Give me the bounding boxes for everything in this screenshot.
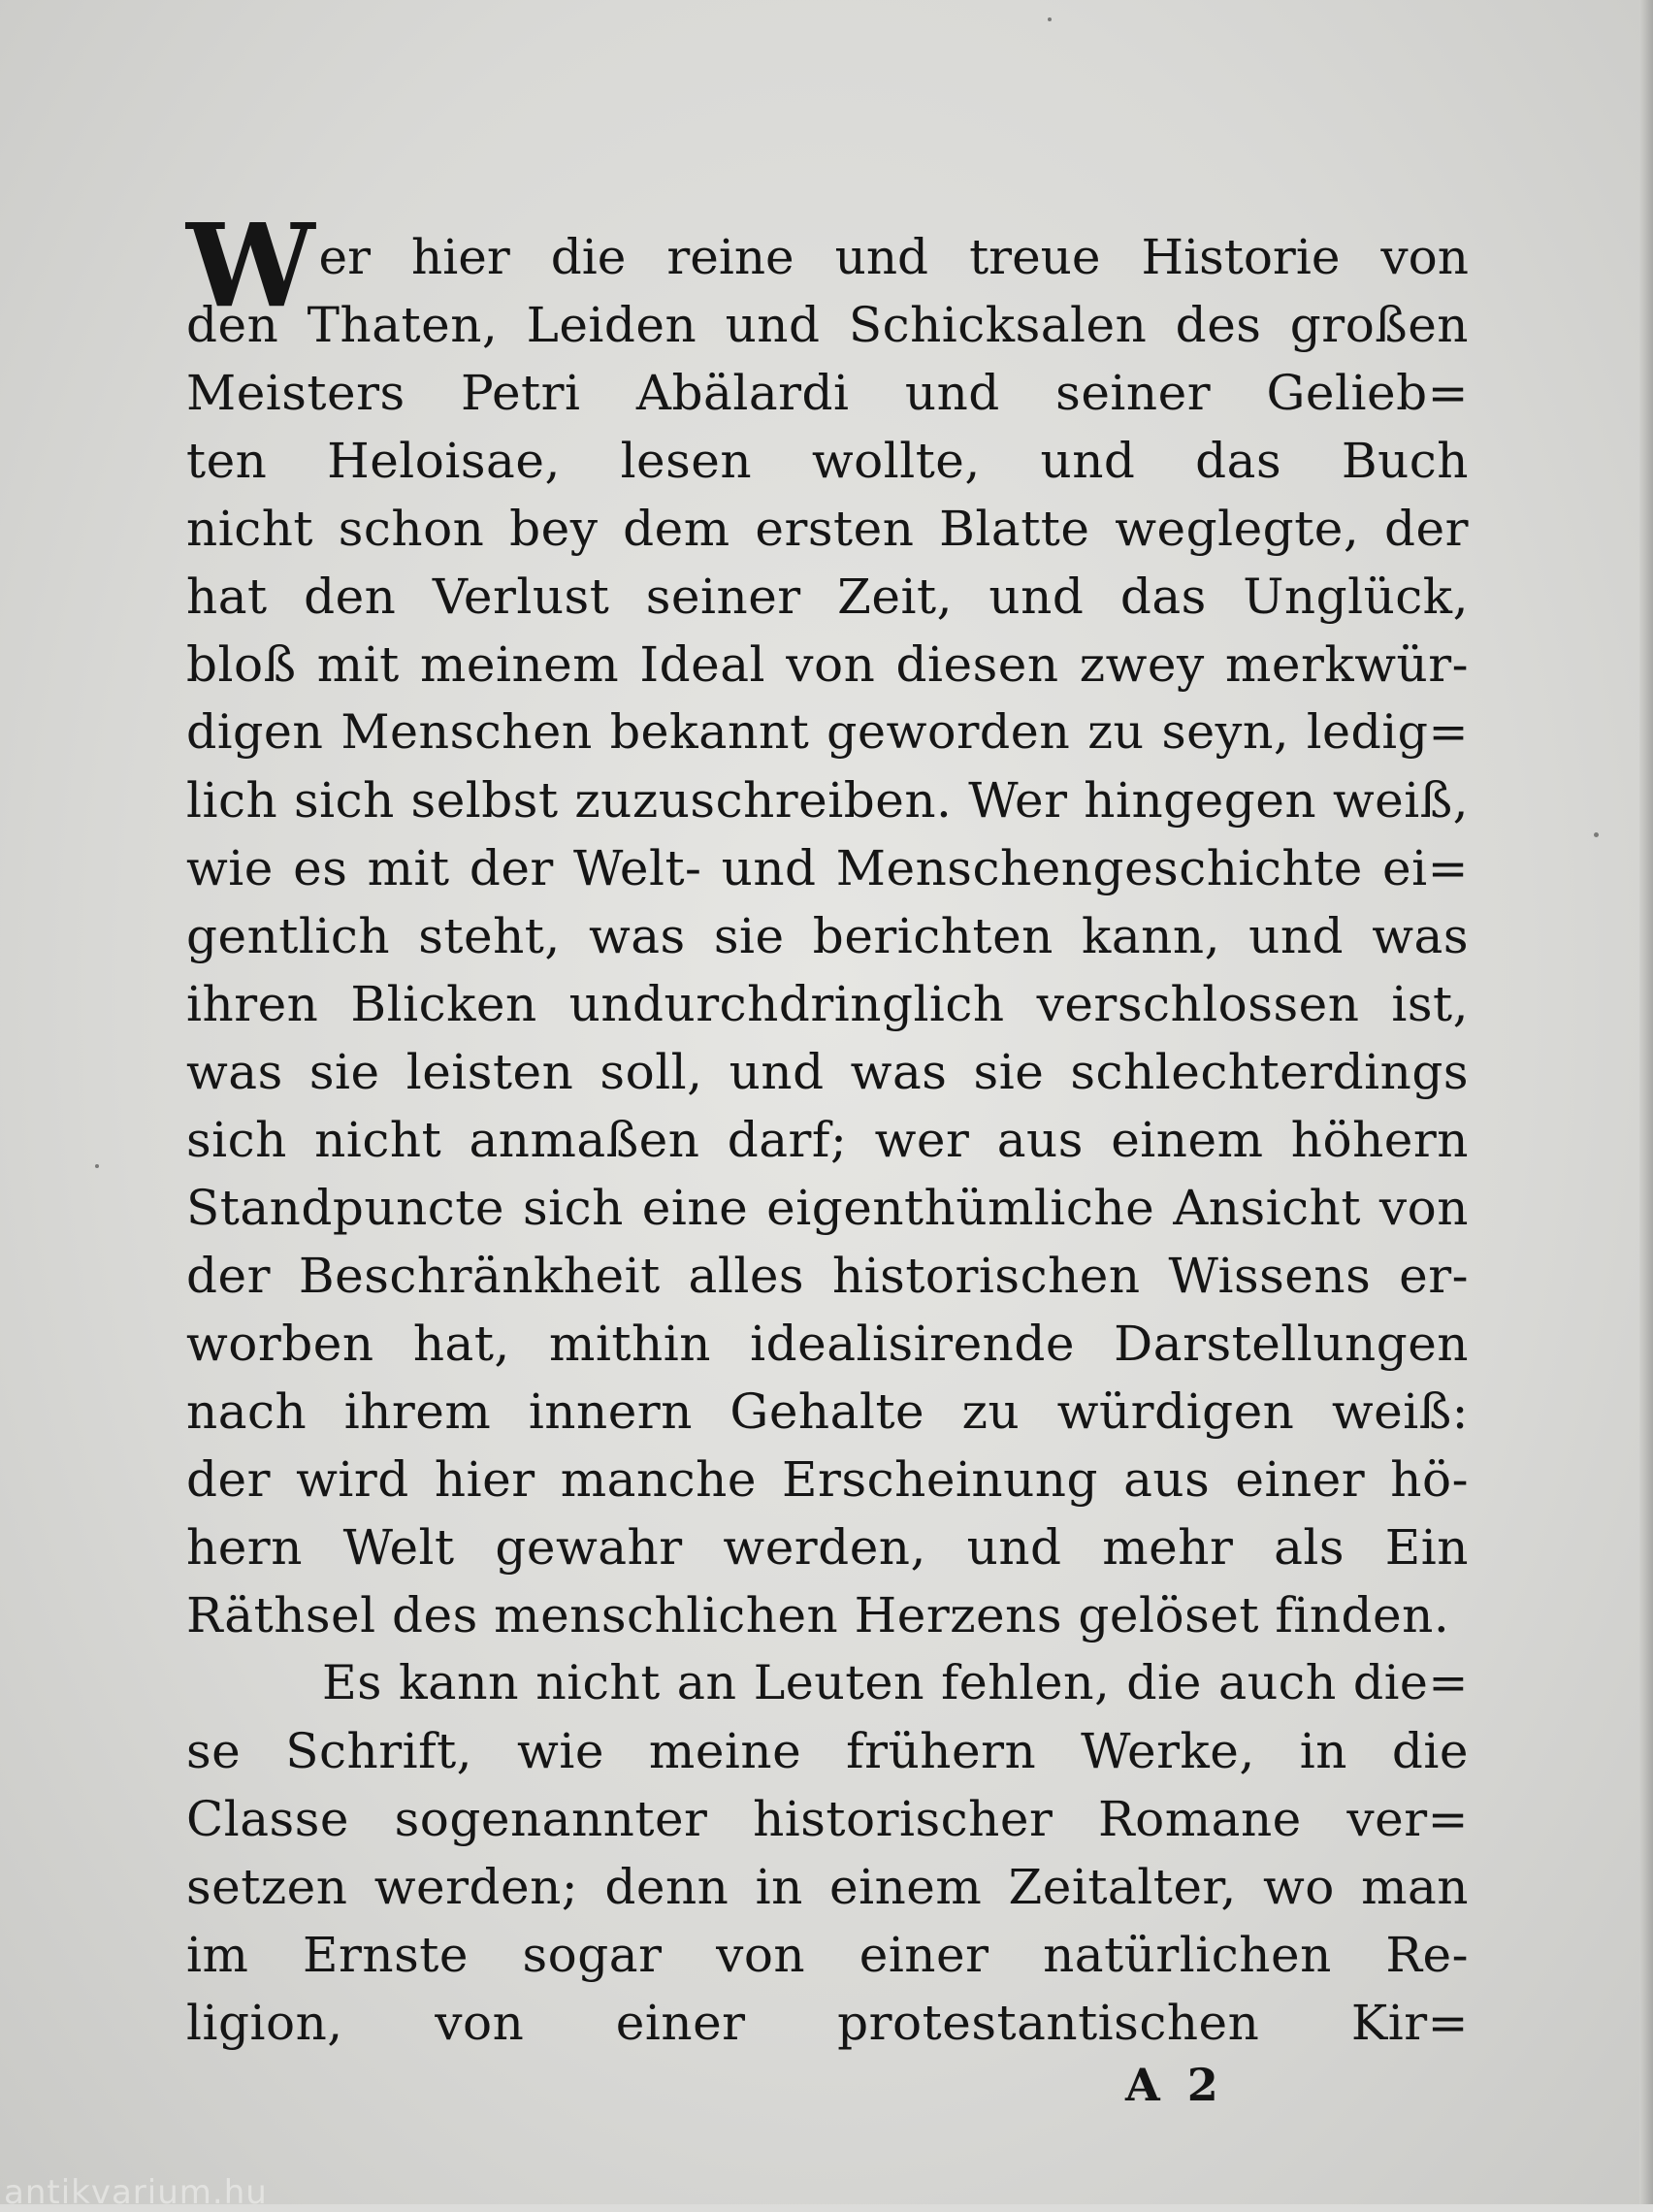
- drop-initial: W: [186, 198, 315, 333]
- text-line: Standpuncte sich eine eigenthümliche Ansicht von: [186, 1180, 1469, 1236]
- text-line: se Schrift, wie meine frühern Werke, in die: [186, 1723, 1469, 1779]
- text-line: hern Welt gewahr werden, und mehr als Ein: [186, 1519, 1469, 1576]
- text-line: ten Heloisae, lesen wollte, und das Buch: [186, 433, 1469, 489]
- text-line: ihren Blicken undurchdringlich verschlossen ist,: [186, 976, 1469, 1032]
- text-line: Classe sogenannter historischer Romane ver=: [186, 1791, 1469, 1847]
- text-line: sich nicht anmaßen darf; wer aus einem höhern: [186, 1112, 1469, 1168]
- text-line: nicht schon bey dem ersten Blatte weglegte, der: [186, 501, 1469, 557]
- text-line: setzen werden; denn in einem Zeitalter, wo man: [186, 1859, 1469, 1915]
- first-line-text: er hier die reine und treue Historie von: [318, 229, 1469, 285]
- text-line: wie es mit der Welt- und Menschengeschichte ei=: [186, 840, 1469, 896]
- text-line: was sie leisten soll, und was sie schlechterdings: [186, 1044, 1469, 1100]
- paper-speck: [1594, 832, 1599, 837]
- paper-speck: [95, 1164, 99, 1168]
- body-text: [186, 198, 1469, 2057]
- text-line: der wird hier manche Erscheinung aus einer hö-: [186, 1451, 1469, 1508]
- text-line: im Ernste sogar von einer natürlichen Re-: [186, 1927, 1469, 1983]
- text-line: den Thaten, Leiden und Schicksalen des großen: [186, 297, 1469, 353]
- paper-speck: [1048, 17, 1052, 21]
- text-line: Meisters Petri Abälardi und seiner Gelieb=: [186, 365, 1469, 421]
- text-line: hat den Verlust seiner Zeit, und das Unglück,: [186, 569, 1469, 625]
- watermark: antikvarium.hu: [4, 2173, 268, 2212]
- text-line: nach ihrem innern Gehalte zu würdigen weiß:: [186, 1383, 1469, 1440]
- signature-mark: A 2: [1125, 2059, 1224, 2111]
- text-line: digen Menschen bekannt geworden zu seyn, ledig=: [186, 704, 1469, 760]
- paragraph-2-first-line: Es kann nicht an Leuten fehlen, die auch die=: [322, 1655, 1469, 1710]
- text-line: lich sich selbst zuzuschreiben. Wer hingegen weiß,: [186, 772, 1469, 829]
- text-line: der Beschränkheit alles historischen Wissens er-: [186, 1248, 1469, 1304]
- page-edge-shadow: [1639, 0, 1653, 2204]
- text-line: bloß mit meinem Ideal von diesen zwey merkwür-: [186, 636, 1469, 693]
- text-line: worben hat, mithin idealisirende Darstellungen: [186, 1316, 1469, 1372]
- text-line: gentlich steht, was sie berichten kann, und was: [186, 908, 1469, 964]
- text-line: Räthsel des menschlichen Herzens gelöset finden.: [186, 1587, 1450, 1643]
- text-line: ligion, von einer protestantischen Kir=: [186, 1995, 1469, 2051]
